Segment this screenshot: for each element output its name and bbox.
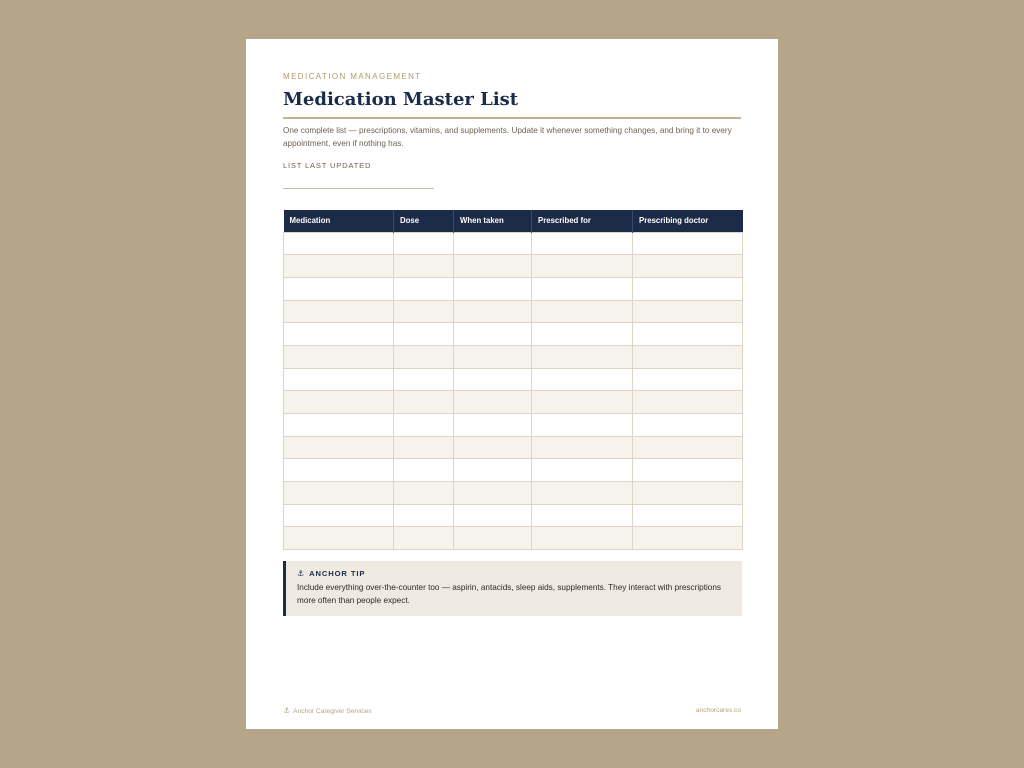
table-cell[interactable]	[633, 255, 743, 278]
table-cell[interactable]	[394, 527, 454, 550]
page-title: Medication Master List	[283, 89, 519, 110]
footer-url: anchorcares.co	[695, 707, 741, 714]
table-cell[interactable]	[394, 368, 454, 391]
table-cell[interactable]	[394, 414, 454, 437]
table-cell[interactable]	[633, 368, 743, 391]
table-cell[interactable]	[633, 277, 743, 300]
table-header-row	[284, 210, 743, 232]
table-cell[interactable]	[284, 391, 394, 414]
table-cell[interactable]	[284, 368, 394, 391]
table-cell[interactable]	[284, 277, 394, 300]
table-cell[interactable]	[633, 323, 743, 346]
table-cell[interactable]	[633, 345, 743, 368]
table-cell[interactable]	[284, 232, 394, 255]
table-cell[interactable]	[532, 368, 633, 391]
table-row	[284, 391, 743, 414]
tip-heading-label: ANCHOR TIP	[309, 569, 366, 578]
table-cell[interactable]	[454, 436, 532, 459]
table-cell[interactable]	[633, 436, 743, 459]
table-row	[284, 527, 743, 550]
column-header-prescribed-for: Prescribed for	[532, 210, 633, 232]
table-cell[interactable]	[532, 300, 633, 323]
table-cell[interactable]	[394, 323, 454, 346]
table-cell[interactable]	[454, 277, 532, 300]
table-cell[interactable]	[394, 345, 454, 368]
table-cell[interactable]	[633, 482, 743, 505]
intro-text: One complete list — prescriptions, vitamins, and supplements. Update it whenever something changes, and bring it to every appointment, even if nothing has.	[283, 126, 732, 148]
table-cell[interactable]	[284, 414, 394, 437]
table-cell[interactable]	[532, 459, 633, 482]
table-cell[interactable]	[394, 436, 454, 459]
table-cell[interactable]	[454, 345, 532, 368]
table-cell[interactable]	[284, 323, 394, 346]
table-row	[284, 232, 743, 255]
title-divider	[283, 117, 741, 119]
table-row	[284, 255, 743, 278]
table-cell[interactable]	[633, 527, 743, 550]
anchor-icon: ⚓	[297, 568, 306, 578]
table-cell[interactable]	[394, 232, 454, 255]
table-cell[interactable]	[454, 391, 532, 414]
medication-table	[283, 210, 743, 550]
table-cell[interactable]	[454, 232, 532, 255]
table-row	[284, 300, 743, 323]
table-row	[284, 504, 743, 527]
table-cell[interactable]	[284, 436, 394, 459]
table-cell[interactable]	[394, 277, 454, 300]
table-row	[284, 436, 743, 459]
section-eyebrow: MEDICATION MANAGEMENT	[283, 72, 422, 81]
column-header-medication: Medication	[284, 210, 394, 232]
table-cell[interactable]	[394, 300, 454, 323]
table-cell[interactable]	[454, 459, 532, 482]
table-cell[interactable]	[633, 459, 743, 482]
column-header-prescribing-doctor: Prescribing doctor	[633, 210, 743, 232]
table-row	[284, 482, 743, 505]
table-cell[interactable]	[454, 527, 532, 550]
table-cell[interactable]	[532, 527, 633, 550]
column-header-dose: Dose	[394, 210, 454, 232]
table-cell[interactable]	[454, 368, 532, 391]
table-cell[interactable]	[284, 255, 394, 278]
table-cell[interactable]	[633, 414, 743, 437]
table-cell[interactable]	[284, 300, 394, 323]
anchor-icon: ⚓	[283, 706, 291, 715]
table-cell[interactable]	[454, 482, 532, 505]
table-cell[interactable]	[633, 504, 743, 527]
table-cell[interactable]	[394, 391, 454, 414]
column-header-when-taken: When taken	[454, 210, 532, 232]
table-cell[interactable]	[284, 345, 394, 368]
table-cell[interactable]	[532, 277, 633, 300]
table-row	[284, 414, 743, 437]
table-cell[interactable]	[394, 504, 454, 527]
table-cell[interactable]	[633, 232, 743, 255]
table-row	[284, 345, 743, 368]
tip-heading	[297, 569, 730, 578]
table-cell[interactable]	[394, 255, 454, 278]
table-cell[interactable]	[532, 255, 633, 278]
table-row	[284, 459, 743, 482]
table-cell[interactable]	[633, 300, 743, 323]
table-row	[284, 323, 743, 346]
table-cell[interactable]	[532, 482, 633, 505]
last-updated-field[interactable]	[283, 188, 434, 189]
table-cell[interactable]	[284, 527, 394, 550]
table-cell[interactable]	[532, 504, 633, 527]
footer-brand	[283, 707, 372, 715]
document-page	[246, 39, 778, 729]
table-cell[interactable]	[284, 459, 394, 482]
table-cell[interactable]	[394, 482, 454, 505]
anchor-tip-callout	[283, 561, 742, 616]
table-cell[interactable]	[454, 323, 532, 346]
table-cell[interactable]	[394, 459, 454, 482]
tip-body: Include everything over-the-counter too — aspirin, antacids, sleep aids, supplements. They interact with prescriptions more often than people expect.	[297, 583, 721, 605]
table-cell[interactable]	[284, 482, 394, 505]
table-cell[interactable]	[454, 504, 532, 527]
table-cell[interactable]	[633, 391, 743, 414]
table-cell[interactable]	[532, 345, 633, 368]
footer-brand-label: Anchor Caregiver Services	[293, 707, 372, 715]
table-cell[interactable]	[532, 232, 633, 255]
table-cell[interactable]	[532, 323, 633, 346]
table-cell[interactable]	[454, 414, 532, 437]
table-cell[interactable]	[284, 504, 394, 527]
table-row	[284, 277, 743, 300]
table-cell[interactable]	[454, 300, 532, 323]
table-cell[interactable]	[532, 436, 633, 459]
last-updated-label: LIST LAST UPDATED	[283, 161, 372, 170]
table-cell[interactable]	[532, 414, 633, 437]
table-row	[284, 368, 743, 391]
table-cell[interactable]	[532, 391, 633, 414]
table-cell[interactable]	[454, 255, 532, 278]
